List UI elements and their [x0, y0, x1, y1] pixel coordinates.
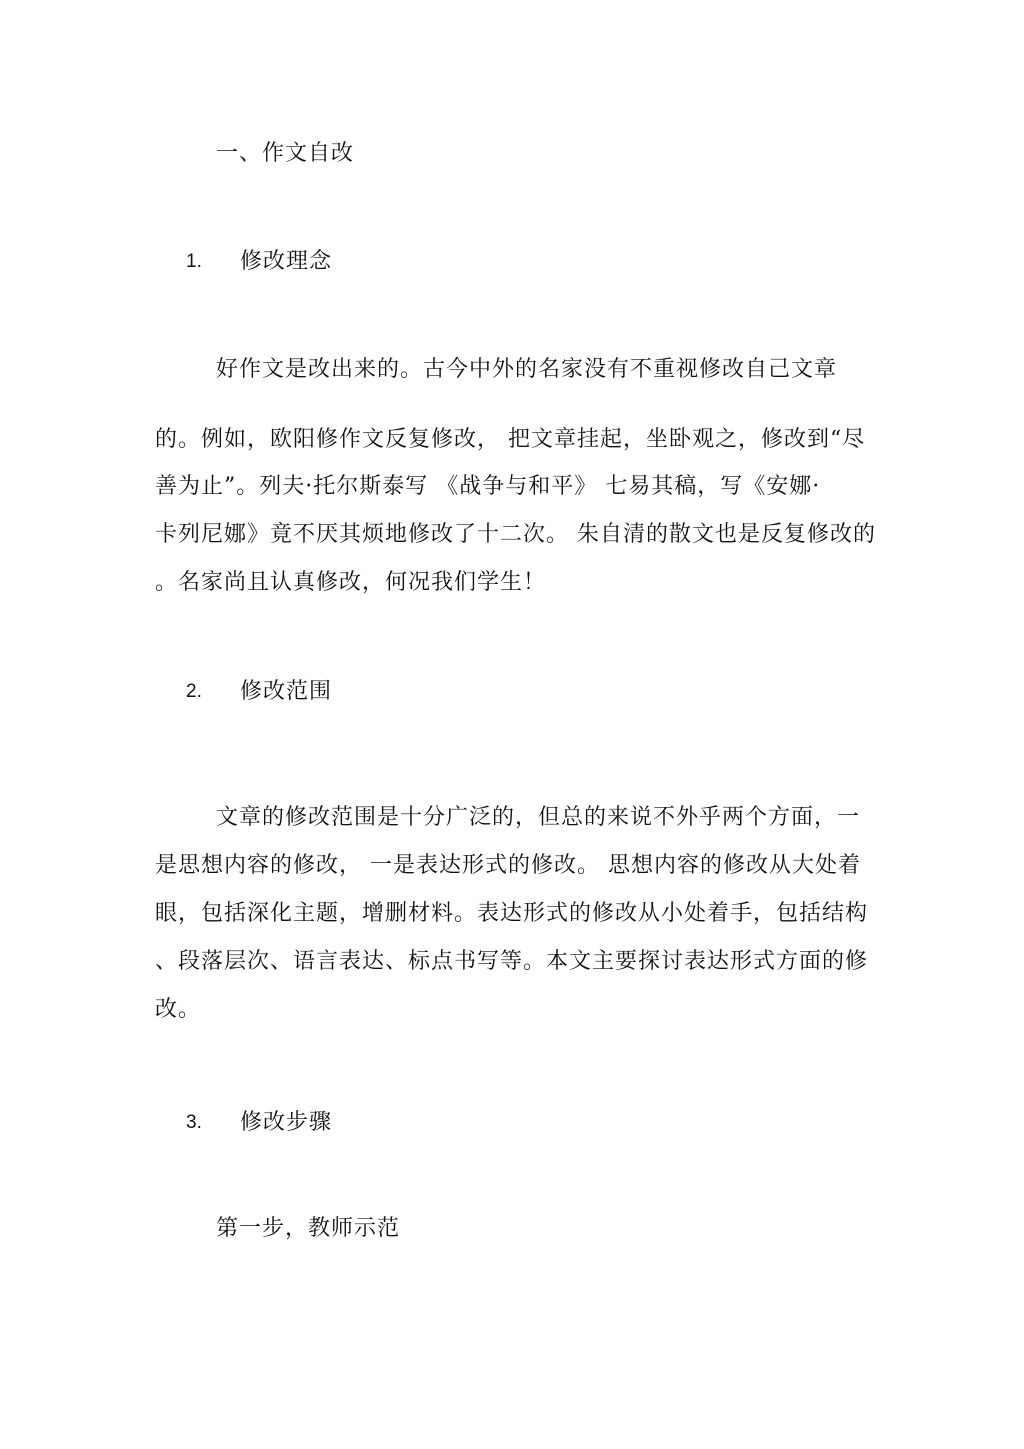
paragraph-line: 善为止”。列夫·托尔斯泰写 《战争与和平》 七易其稿，写《安娜·	[155, 474, 821, 499]
subsection-number: 2.	[186, 681, 202, 702]
subsection-number: 3.	[186, 1112, 202, 1133]
paragraph-line: 第一步，教师示范	[216, 1216, 401, 1241]
paragraph-line: 的。例如，欧阳修作文反复修改， 把文章挂起，坐卧观之，修改到“尽	[155, 427, 866, 452]
paragraph-line: 改。	[155, 997, 202, 1022]
subsection-title: 修改范围	[240, 679, 333, 704]
paragraph-line: 卡列尼娜》竟不厌其烦地修改了十二次。 朱自清的散文也是反复修改的	[155, 522, 876, 547]
paragraph-line: 文章的修改范围是十分广泛的，但总的来说不外乎两个方面，一	[216, 805, 861, 830]
paragraph-line: 。名家尚且认真修改，何况我们学生！	[155, 570, 547, 595]
paragraph-line: 好作文是改出来的。古今中外的名家没有不重视修改自己文章	[216, 357, 838, 382]
subsection-title: 修改理念	[240, 249, 333, 274]
paragraph-line: 眼，包括深化主题，增删材料。表达形式的修改从小处着手，包括结构	[155, 901, 869, 926]
subsection-title: 修改步骤	[240, 1110, 333, 1135]
paragraph-line: 是思想内容的修改， 一是表达形式的修改。 思想内容的修改从大处着	[155, 853, 861, 878]
subsection-number: 1.	[186, 251, 202, 272]
paragraph-line: 、段落层次、语言表达、标点书写等。本文主要探讨表达形式方面的修	[155, 949, 869, 974]
section-title: 一、作文自改	[216, 141, 355, 166]
